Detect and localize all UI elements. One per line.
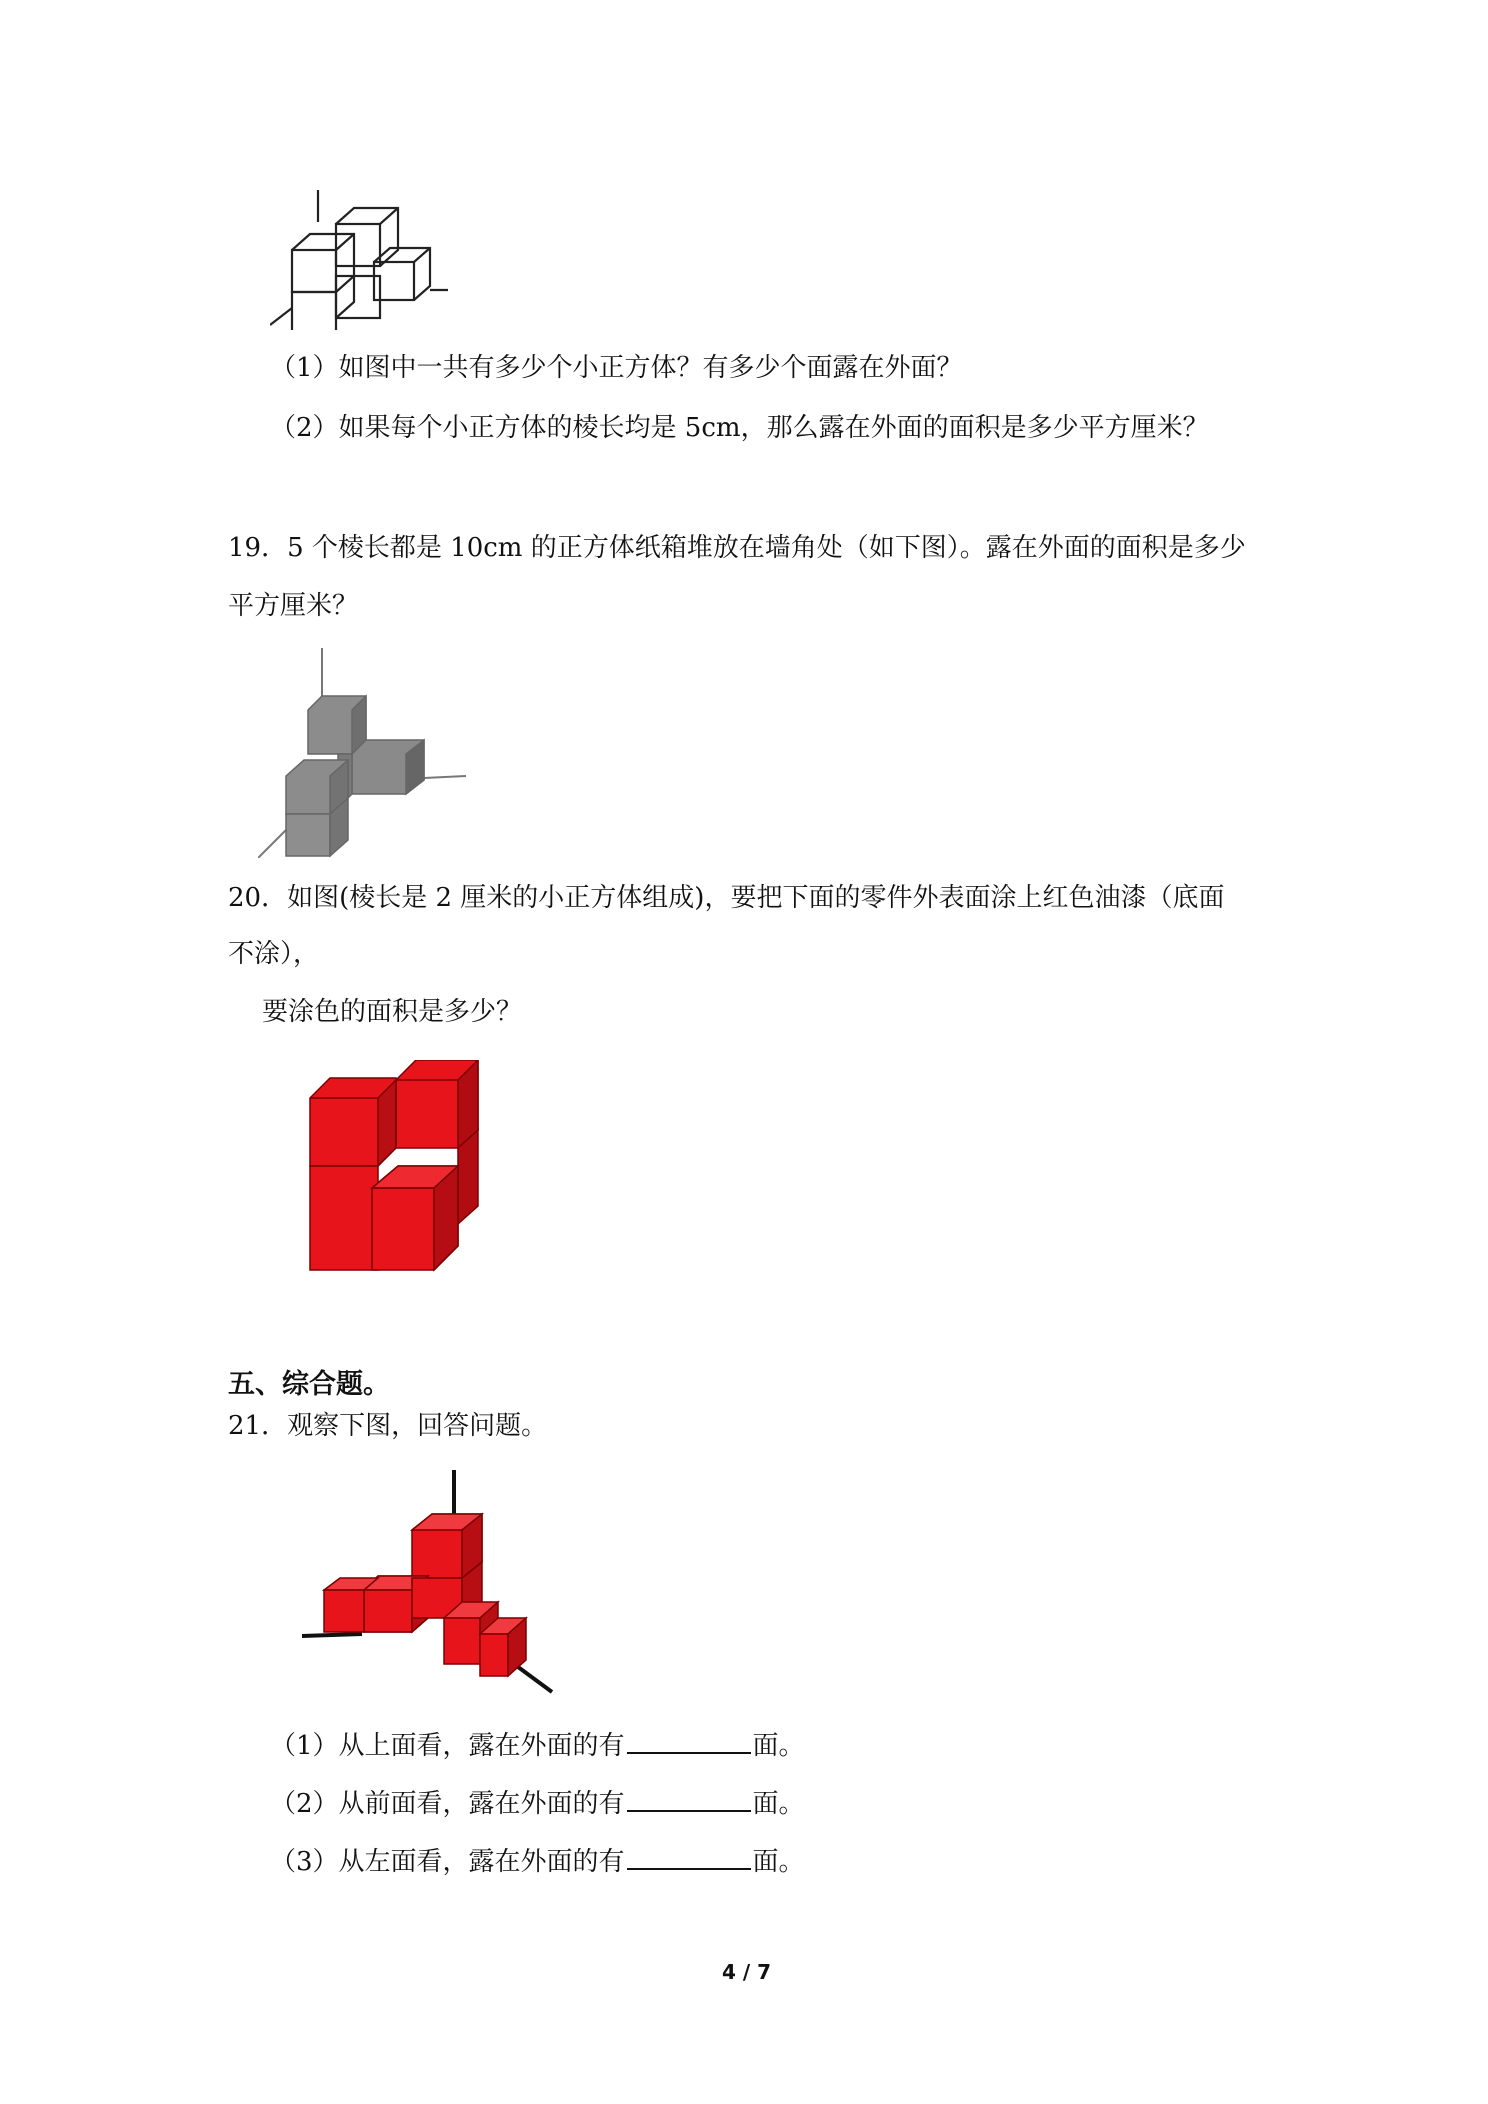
q21-subquestion-2: [270, 1786, 805, 1822]
q20-question-line-1: 20．如图(棱长是 2 厘米的小正方体组成)，要把下面的零件外表面涂上红色油漆（底面: [228, 883, 1225, 913]
q20-red-cube-figure: [308, 1060, 488, 1280]
q21-sub2-suffix: 面。: [752, 1789, 805, 1819]
page-number: 4 / 7: [722, 1960, 772, 1984]
q18-cube-figure: [270, 190, 460, 330]
q18-subquestion-1: （1）如图中一共有多少个小正方体？有多少个面露在外面？: [270, 353, 963, 383]
q21-sub1-text: （1）从上面看，露在外面的有: [270, 1731, 625, 1761]
q20-question-line-2: 不涂），: [228, 939, 320, 969]
q19-gray-cube-figure: [258, 648, 478, 858]
q21-sub3-text: （3）从左面看，露在外面的有: [270, 1847, 625, 1877]
q21-red-cube-figure: [268, 1470, 558, 1700]
q21-question-line-1: 21．观察下图，回答问题。: [228, 1411, 548, 1441]
answer-blank-2[interactable]: [627, 1786, 751, 1812]
answer-blank-3[interactable]: [627, 1844, 751, 1870]
section-5-title: 五、综合题。: [228, 1369, 390, 1400]
answer-blank-1[interactable]: [627, 1728, 751, 1754]
q21-subquestion-1: [270, 1728, 805, 1764]
q18-subquestion-2: （2）如果每个小正方体的棱长均是 5cm，那么露在外面的面积是多少平方厘米？: [270, 413, 1209, 443]
q21-sub1-suffix: 面。: [752, 1731, 805, 1761]
q21-subquestion-3: [270, 1844, 805, 1880]
q21-sub2-text: （2）从前面看，露在外面的有: [270, 1789, 625, 1819]
q19-question-line-1: 19．5 个棱长都是 10cm 的正方体纸箱堆放在墙角处（如下图）。露在外面的面积是多少: [228, 533, 1246, 563]
q19-question-line-2: 平方厘米？: [228, 591, 359, 621]
q21-sub3-suffix: 面。: [752, 1847, 805, 1877]
q20-question-line-3: 要涂色的面积是多少？: [262, 997, 523, 1027]
